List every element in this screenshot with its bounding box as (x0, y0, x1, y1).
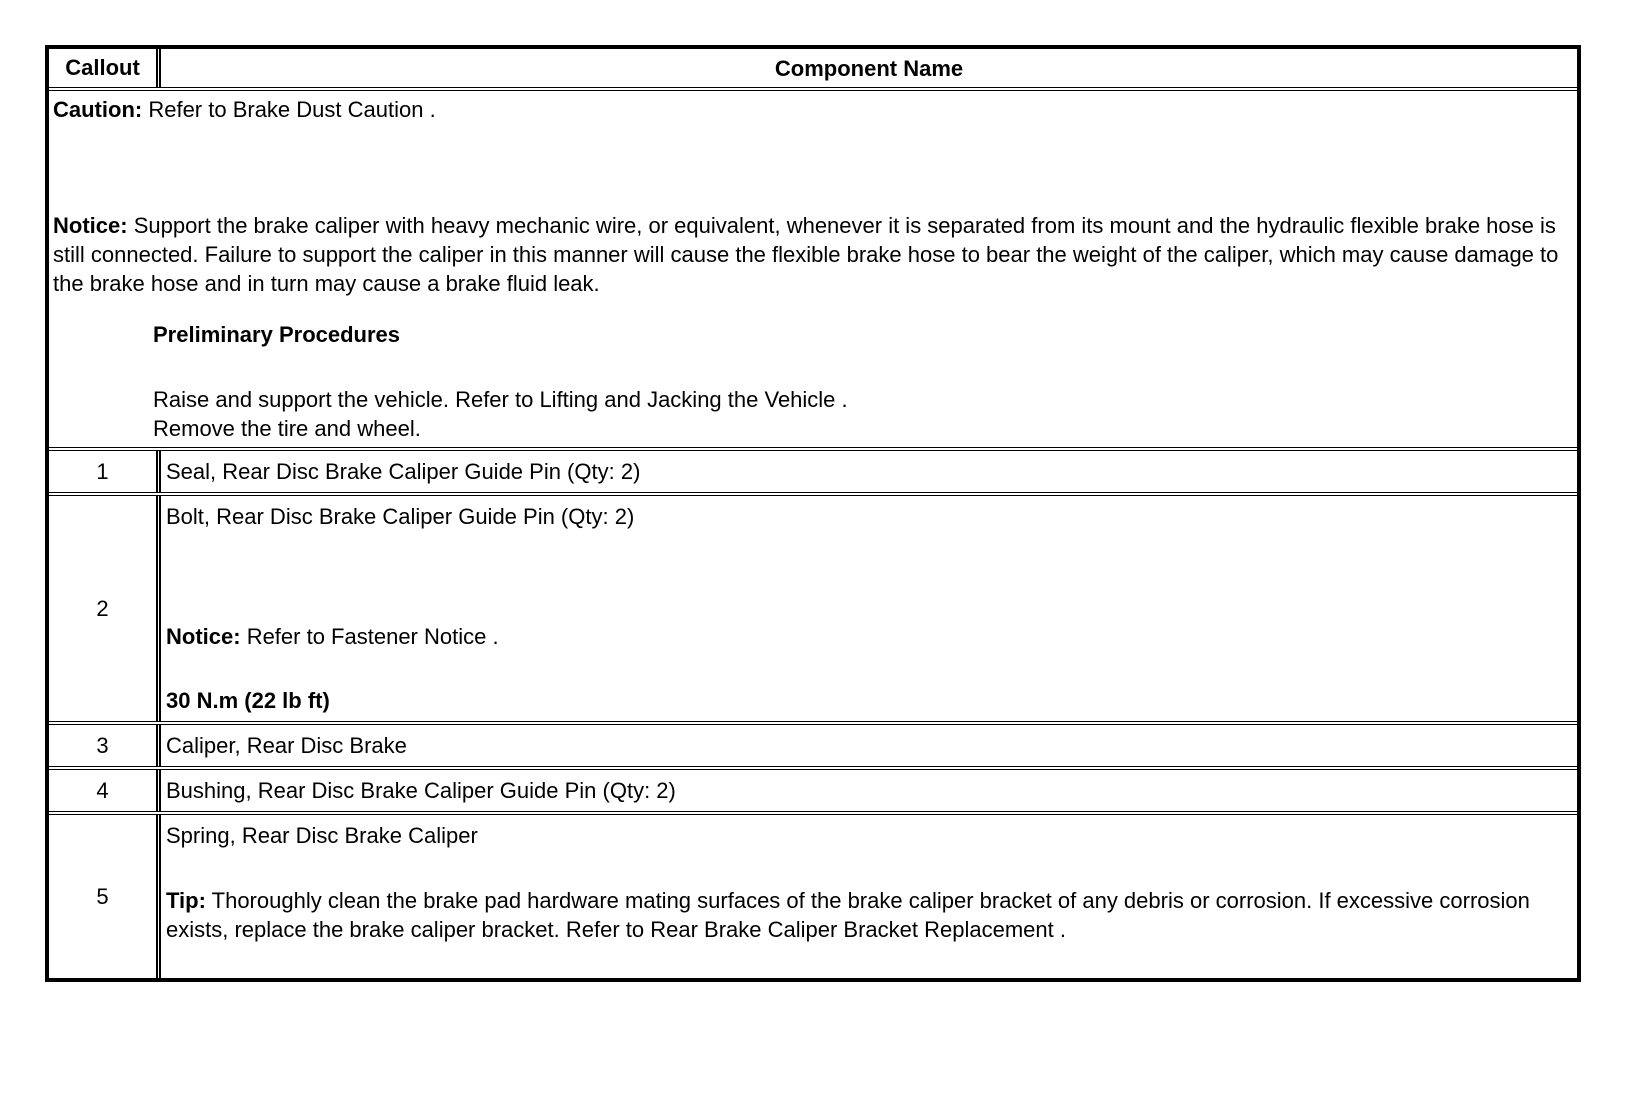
component-name: Seal, Rear Disc Brake Caliper Guide Pin (Qty: 2) (166, 459, 641, 484)
component-name: Caliper, Rear Disc Brake (166, 733, 407, 758)
torque-spec: 30 N.m (22 lb ft) (166, 688, 330, 713)
component-name: Spring, Rear Disc Brake Caliper (166, 823, 478, 848)
fastener-notice-line (166, 622, 1573, 651)
caution-text: Refer to Brake Dust Caution . (148, 97, 436, 122)
prelim-step: Remove the tire and wheel. (153, 416, 421, 441)
component-name: Bushing, Rear Disc Brake Caliper Guide Pin (Qty: 2) (166, 778, 676, 803)
tip-text: Thoroughly clean the brake pad hardware mating surfaces of the brake caliper bracket of any debris or corrosion. If excessive corrosion exists, replace the brake caliper bracket. Refer to Rear Brake Caliper Bracket Replacement . (166, 888, 1530, 942)
table-row (49, 721, 1577, 766)
callout-number: 1 (49, 451, 161, 492)
component-name: Bolt, Rear Disc Brake Caliper Guide Pin (Qty: 2) (166, 504, 635, 529)
tip-label: Tip: (166, 888, 206, 913)
intro-cell (49, 91, 1577, 447)
callout-header: Callout (49, 49, 161, 87)
caution-line (53, 95, 1571, 124)
table-row (49, 811, 1577, 978)
component-cell (161, 815, 1577, 978)
notice-label: Notice: (166, 624, 241, 649)
callout-number: 2 (49, 496, 161, 721)
tip-paragraph (166, 886, 1573, 944)
intro-row (49, 87, 1577, 447)
notice-paragraph (53, 211, 1571, 298)
notice-text: Refer to Fastener Notice . (246, 624, 499, 649)
callout-number: 4 (49, 770, 161, 811)
preliminary-procedures-title: Preliminary Procedures (153, 322, 401, 347)
callout-number: 5 (49, 815, 161, 978)
table-header (49, 49, 1577, 87)
component-name-header: Component Name (774, 55, 964, 81)
prelim-step: Raise and support the vehicle. Refer to Lifting and Jacking the Vehicle . (153, 387, 848, 412)
notice-text: Support the brake caliper with heavy mechanic wire, or equivalent, whenever it is separated from its mount and the hydraulic flexible brake hose is still connected. Failure to support the caliper in this manner will cause the flexible brake hose to bear the weight of the caliper, which may cause damage to the brake hose and in turn may cause a brake fluid leak. (53, 213, 1559, 296)
notice-label: Notice: (53, 213, 128, 238)
table-row (49, 492, 1577, 721)
component-cell (161, 496, 1577, 721)
table-row (49, 766, 1577, 811)
component-table (45, 45, 1581, 982)
caution-label: Caution: (53, 97, 143, 122)
table-row (49, 447, 1577, 492)
callout-number: 3 (49, 725, 161, 766)
